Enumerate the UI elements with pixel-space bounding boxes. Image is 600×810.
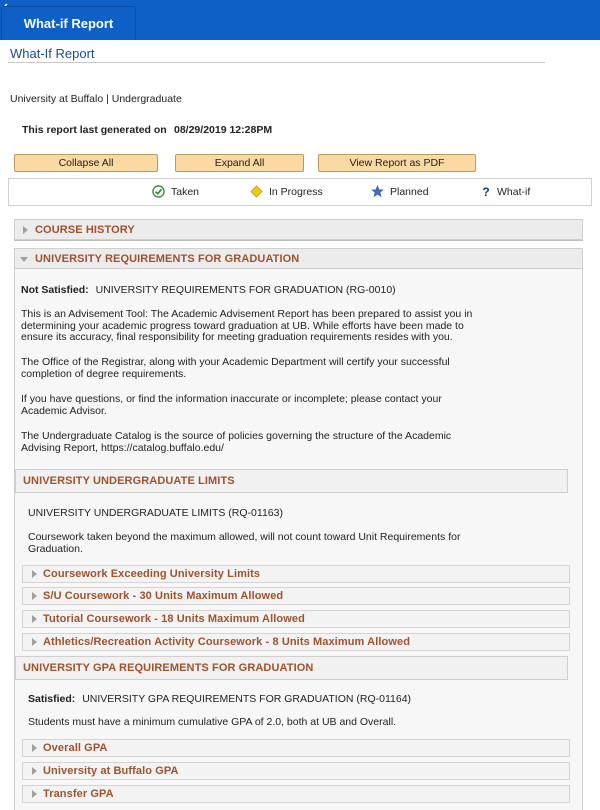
limit-item-su-coursework[interactable]: [22, 587, 570, 605]
text-line: Graduation.: [28, 542, 83, 555]
status-legend: [8, 178, 592, 206]
limits-description: [28, 532, 460, 555]
item-title: Tutorial Coursework - 18 Units Maximum Allowed: [43, 613, 305, 625]
status-label: Not Satisfied:: [21, 284, 89, 296]
gpa-requirements-header: [15, 656, 568, 680]
legend-what-if-label: What-if: [497, 186, 531, 198]
gpa-item-ub[interactable]: [22, 762, 570, 780]
collapse-all-button[interactable]: Collapse All: [14, 154, 158, 172]
legend-planned: [371, 185, 429, 198]
item-title: Overall GPA: [43, 742, 108, 754]
expand-triangle-icon: [21, 226, 29, 234]
questions-paragraph: [21, 394, 442, 417]
expand-all-button[interactable]: Expand All: [175, 154, 304, 172]
expand-triangle-icon: [30, 638, 38, 646]
legend-in-progress: [250, 185, 323, 198]
university-requirements-section[interactable]: [14, 248, 583, 269]
title-divider: [8, 62, 545, 63]
question-mark-icon: ?: [482, 185, 490, 199]
catalog-paragraph: [21, 431, 451, 454]
gpa-item-overall[interactable]: [22, 739, 570, 757]
section-title: UNIVERSITY REQUIREMENTS FOR GRADUATION: [35, 252, 300, 265]
expand-triangle-icon: [30, 570, 38, 578]
limit-item-athletics-coursework[interactable]: [22, 633, 570, 651]
status-text: UNIVERSITY REQUIREMENTS FOR GRADUATION (RG-0010): [95, 284, 396, 296]
expand-triangle-icon: [30, 744, 38, 752]
item-title: Athletics/Recreation Activity Coursework - 8 Units Maximum Allowed: [43, 636, 411, 648]
text-line: Advising Report, https://catalog.buffalo.edu/: [21, 441, 224, 454]
gpa-description: Students must have a minimum cumulative GPA of 2.0, both at UB and Overall.: [28, 716, 397, 728]
undergraduate-limits-header: [15, 469, 568, 493]
text-line: Academic Advisor.: [21, 404, 107, 417]
text-line: determining your academic progress toward graduation at UB. While efforts have been made to: [21, 319, 464, 332]
generated-timestamp: 08/29/2019 12:28PM: [174, 124, 273, 136]
item-title: Transfer GPA: [43, 788, 114, 800]
check-circle-icon: [152, 185, 165, 198]
diamond-icon: [250, 185, 263, 198]
text-line: Coursework taken beyond the maximum allowed, will not count toward Unit Requirements for: [28, 531, 461, 543]
requirement-status: [21, 285, 396, 297]
text-line: The Undergraduate Catalog is the source of policies governing the structure of the Academic: [21, 430, 452, 442]
legend-taken-label: Taken: [171, 185, 200, 198]
section-title: COURSE HISTORY: [35, 223, 135, 236]
item-title: Coursework Exceeding University Limits: [43, 568, 261, 580]
view-report-pdf-button[interactable]: View Report as PDF: [318, 154, 476, 172]
generated-label: This report last generated on: [22, 124, 167, 136]
expand-triangle-icon: [30, 615, 38, 623]
legend-in-progress-label: In Progress: [269, 185, 323, 198]
star-icon: [371, 185, 384, 198]
subsection-title: UNIVERSITY UNDERGRADUATE LIMITS: [23, 475, 235, 487]
collapse-triangle-icon: [20, 255, 28, 263]
expand-triangle-icon: [30, 592, 38, 600]
legend-what-if: [481, 185, 530, 199]
legend-taken: [152, 185, 199, 198]
what-if-report-tab[interactable]: What-if Report: [1, 6, 136, 40]
page-title: What-If Report: [10, 46, 95, 61]
course-history-section[interactable]: [14, 219, 583, 240]
text-line: If you have questions, or find the information inaccurate or incomplete; please contact your: [21, 393, 442, 405]
gpa-requirement-status: [28, 694, 411, 706]
item-title: S/U Coursework - 30 Units Maximum Allowed: [43, 590, 284, 602]
limit-item-tutorial-coursework[interactable]: [22, 610, 570, 628]
expand-triangle-icon: [30, 767, 38, 775]
status-text: UNIVERSITY GPA REQUIREMENTS FOR GRADUATION (RQ-01164): [82, 693, 412, 705]
limits-requirement-id: UNIVERSITY UNDERGRADUATE LIMITS (RQ-01163): [28, 507, 283, 519]
advisement-paragraph: [21, 309, 472, 344]
item-title: University at Buffalo GPA: [43, 765, 179, 777]
text-line: The Office of the Registrar, along with your Academic Department will certify your successful: [21, 356, 450, 368]
status-label: Satisfied:: [28, 693, 76, 705]
limit-item-coursework-exceeding[interactable]: [22, 565, 570, 583]
gpa-item-transfer[interactable]: [22, 785, 570, 803]
expand-triangle-icon: [30, 790, 38, 798]
text-line: ensure its accuracy, final responsibility for meeting graduation requirements resides with you.: [21, 331, 453, 343]
legend-planned-label: Planned: [390, 185, 429, 198]
subsection-title: UNIVERSITY GPA REQUIREMENTS FOR GRADUATION: [23, 662, 314, 674]
registrar-paragraph: [21, 357, 450, 380]
text-line: This is an Advisement Tool: The Academic Advisement Report has been prepared to assist you in: [21, 308, 473, 320]
top-bar: [0, 0, 600, 40]
institution-career: University at Buffalo | Undergraduate: [10, 93, 182, 105]
text-line: completion of degree requirements.: [21, 367, 187, 380]
